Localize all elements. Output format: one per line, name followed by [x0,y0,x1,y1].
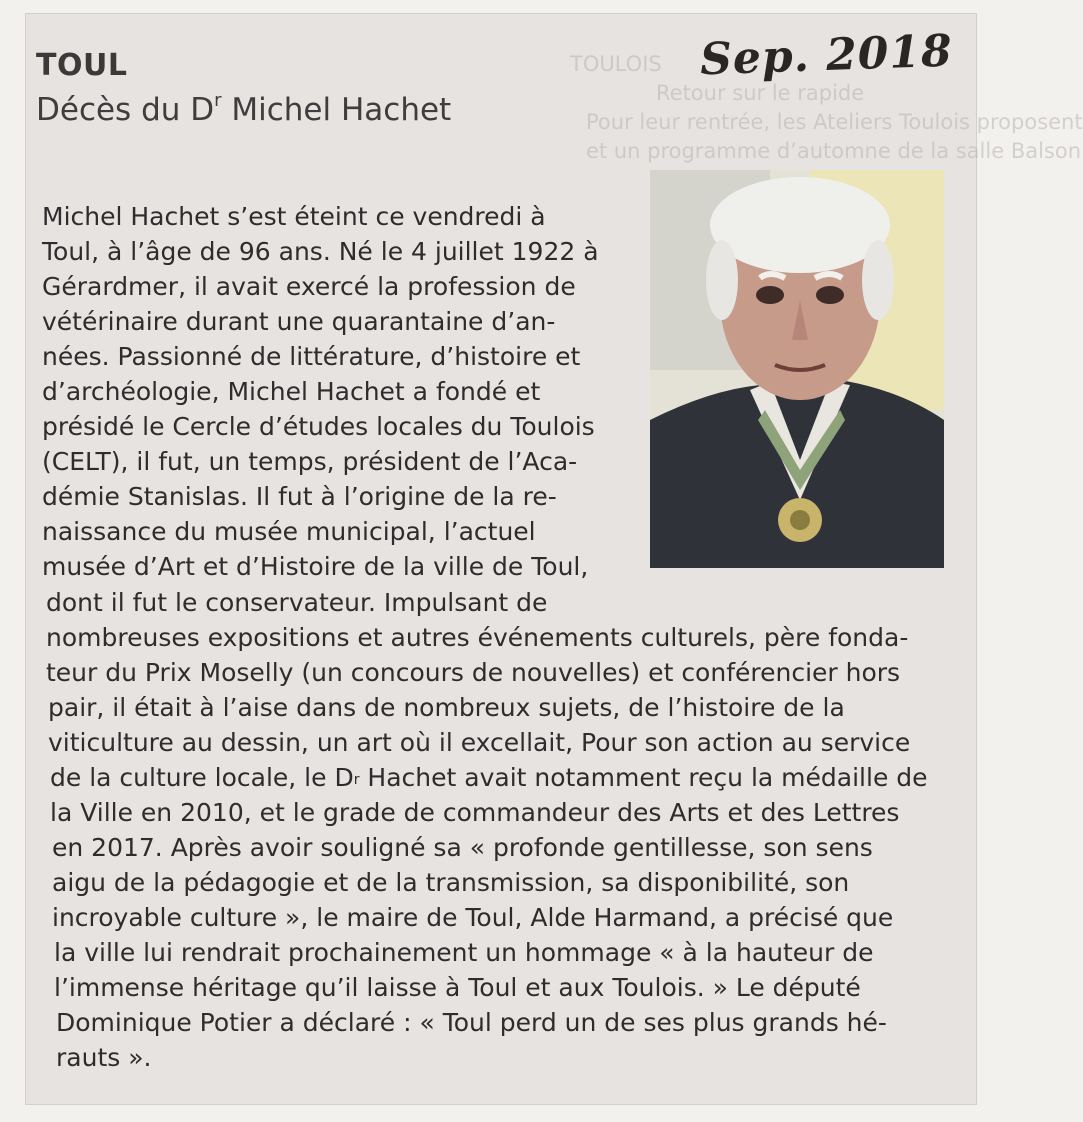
article-line-start: de la culture locale, le D [50,763,354,792]
headline [36,92,451,128]
article-line: vétérinaire durant une quarantaine d’an- [42,307,556,336]
article-line: incroyable culture », le maire de Toul, Alde Harmand, a précisé que [52,903,894,932]
bleed-line: Pour leur rentrée, les Ateliers Toulois proposent [586,110,1083,134]
portrait-photo-icon [650,170,944,568]
article-line: la ville lui rendrait prochainement un hommage « à la hauteur de [54,938,874,967]
article-line: Michel Hachet s’est éteint ce vendredi à [42,202,546,231]
article-line: aigu de la pédagogie et de la transmission, sa disponibilité, son [52,868,850,897]
article-line: dont il fut le conservateur. Impulsant de [46,588,548,617]
bleed-line: TOULOIS [570,52,662,76]
article-line: nombreuses expositions et autres événements culturels, père fonda- [46,623,909,652]
section-label: TOUL [36,48,128,83]
article-line: pair, il était à l’aise dans de nombreux sujets, de l’histoire de la [48,693,845,722]
article-line: naissance du musée municipal, l’actuel [42,517,536,546]
article-line-end: Hachet avait notamment reçu la médaille de [359,763,928,792]
headline-suffix: Michel Hachet [221,92,452,128]
article-line: Toul, à l’âge de 96 ans. Né le 4 juillet 1922 à [42,237,599,266]
article-line: nées. Passionné de littérature, d’histoire et [42,342,581,371]
article-line: Gérardmer, il avait exercé la profession de [42,272,576,301]
article-line: musée d’Art et d’Histoire de la ville de Toul, [42,552,589,581]
bleed-line: et un programme d’automne de la salle Balson [586,139,1082,163]
bleed-line: Retour sur le rapide [656,81,865,105]
article-line: (CELT), il fut, un temps, président de l’Aca- [42,447,578,476]
headline-sup: r [214,90,222,111]
article-line: en 2017. Après avoir souligné sa « profonde gentillesse, son sens [52,833,873,862]
article-line: viticulture au dessin, un art où il excellait, Pour son action au service [48,728,911,757]
title-sup: r [353,772,360,788]
handwritten-date: Sep. 2018 [699,25,954,86]
article-line-with-title [50,761,928,795]
article-line: la Ville en 2010, et le grade de commandeur des Arts et des Lettres [50,798,900,827]
article-line: rauts ». [56,1043,152,1072]
article-line: d’archéologie, Michel Hachet a fondé et [42,377,541,406]
headline-prefix: Décès du D [36,92,215,128]
article-line: présidé le Cercle d’études locales du Toulois [42,412,595,441]
article-line: teur du Prix Moselly (un concours de nouvelles) et conférencier hors [46,658,901,687]
article-line: Dominique Potier a déclaré : « Toul perd un de ses plus grands hé- [56,1008,887,1037]
portrait-photo [650,170,944,568]
article-line: démie Stanislas. Il fut à l’origine de la re- [42,482,557,511]
article-line: l’immense héritage qu’il laisse à Toul et aux Toulois. » Le député [54,973,861,1002]
